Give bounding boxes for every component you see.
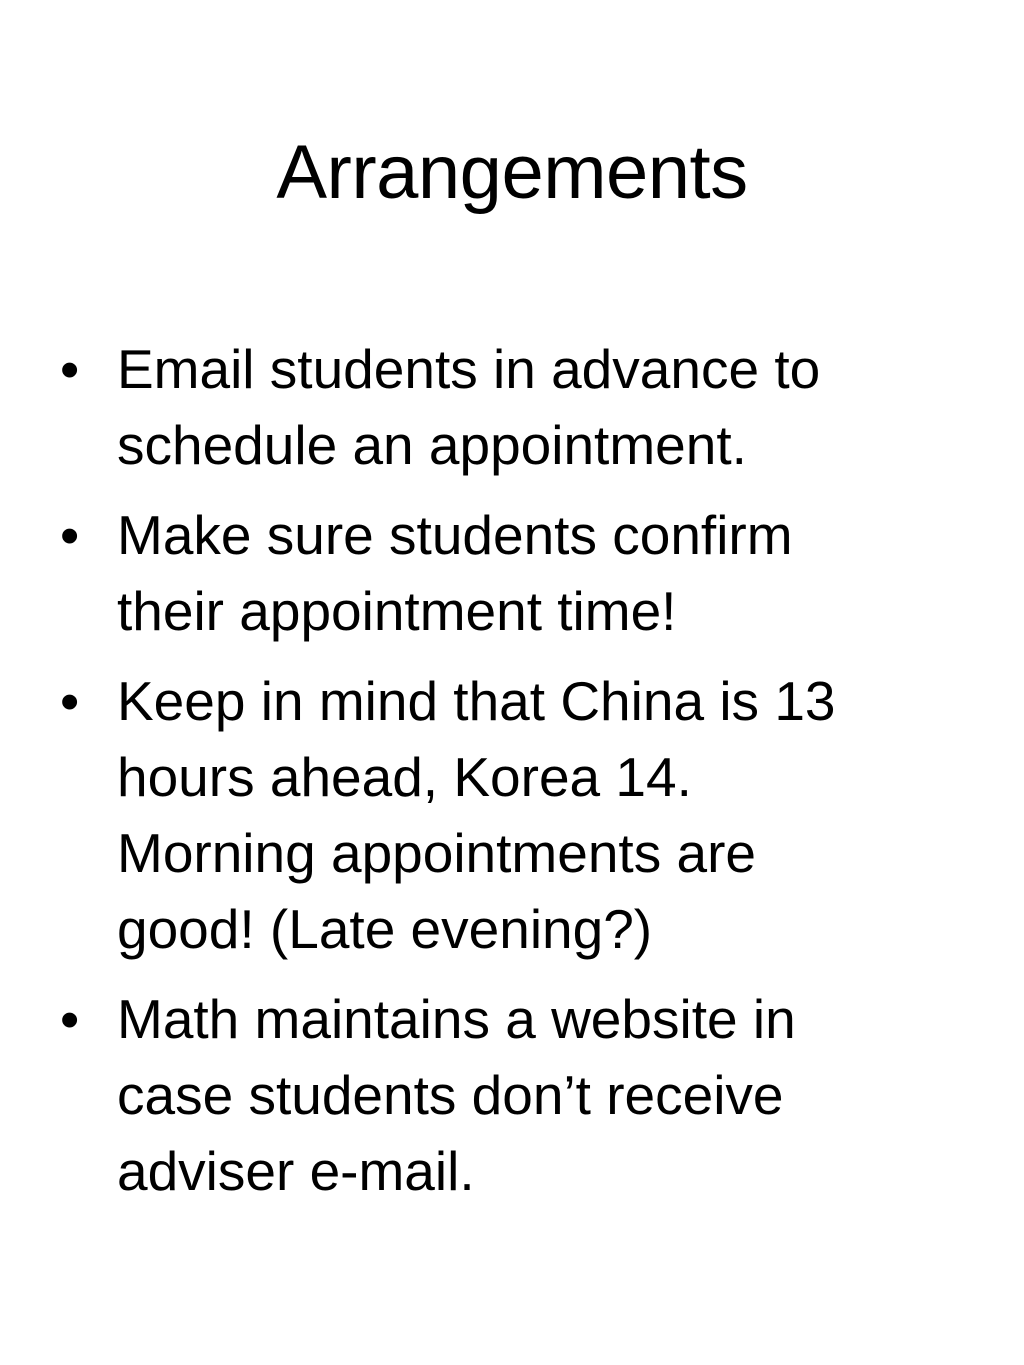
bullet-text: Email students in advance to schedule an appointment.: [117, 338, 821, 476]
bullet-dot: •: [60, 988, 80, 1050]
bullet-dot: •: [60, 504, 80, 566]
bullet-dot: •: [60, 338, 80, 400]
bullet-item: [60, 663, 980, 967]
bullet-dot: •: [60, 670, 80, 732]
bullet-item: [60, 497, 980, 649]
bullet-list: [60, 331, 980, 1223]
bullet-item: [60, 981, 980, 1209]
bullet-text: Math maintains a website in case students don’t receive adviser e-mail.: [117, 988, 796, 1202]
bullet-text: Make sure students confirm their appointment time!: [117, 504, 793, 642]
bullet-item: [60, 331, 980, 483]
bullet-text: Keep in mind that China is 13 hours ahead, Korea 14. Morning appointments are good! (Late evening?): [117, 670, 836, 960]
slide-title: Arrangements: [276, 130, 748, 215]
